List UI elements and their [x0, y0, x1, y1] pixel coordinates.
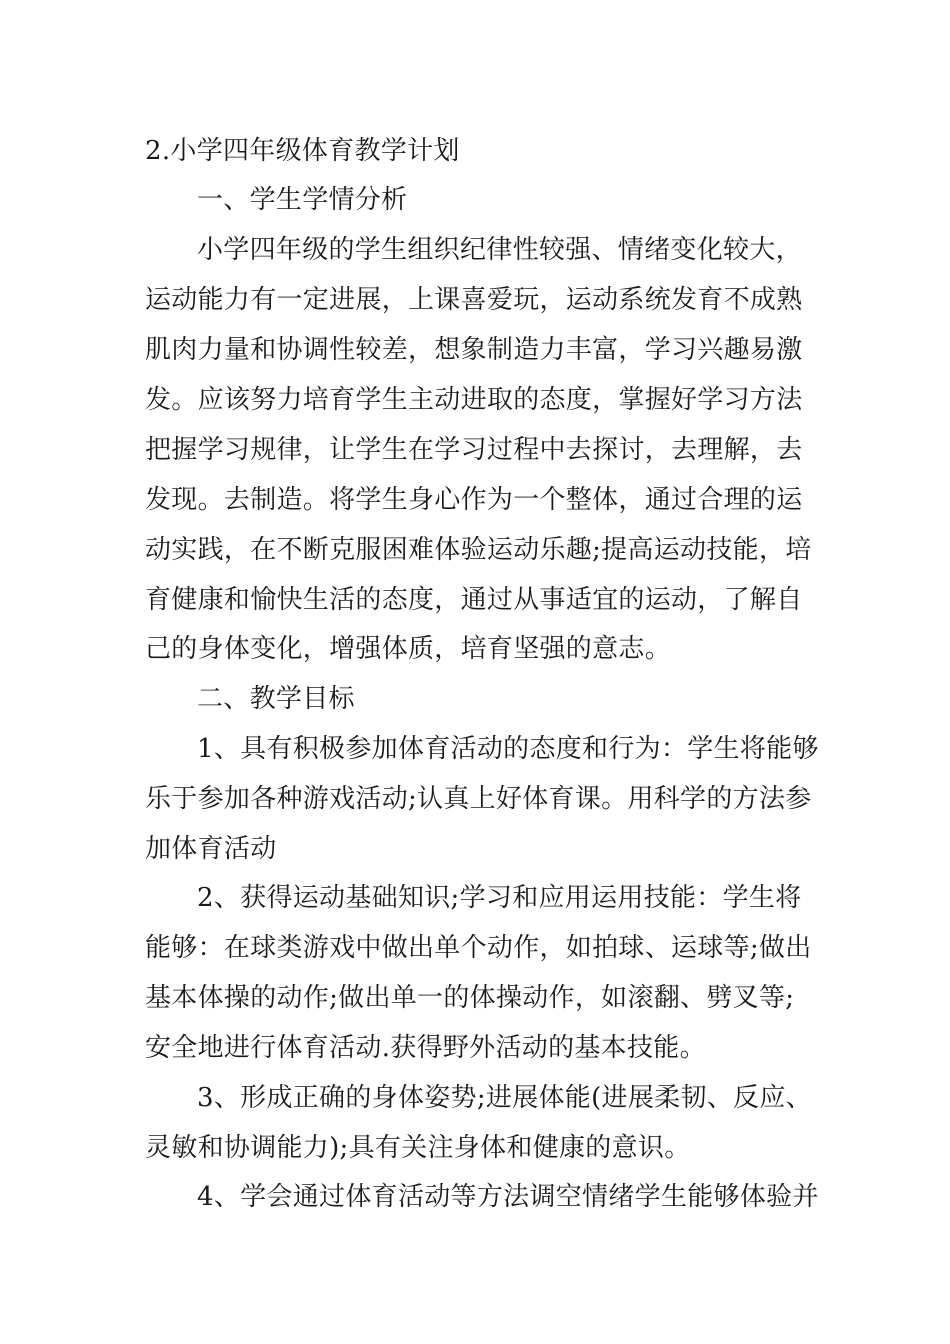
paragraph-line: 2、获得运动基础知识;学习和应用运用技能：学生将	[197, 883, 802, 913]
section-heading-teaching-goals: 二、教学目标	[197, 684, 355, 714]
paragraph-line: 加体育活动	[145, 834, 277, 864]
paragraph-line: 发。应该努力培育学生主动进取的态度，掌握好学习方法	[145, 385, 803, 415]
paragraph-line: 1、具有积极参加体育活动的态度和行为：学生将能够	[197, 734, 819, 764]
paragraph-line: 把握学习规律，让学生在学习过程中去探讨，去理解，去	[145, 435, 803, 465]
paragraph-line: 己的身体变化，增强体质，培育坚强的意志。	[145, 634, 672, 664]
section-heading-student-analysis: 一、学生学情分析	[197, 185, 408, 215]
paragraph-line: 能够：在球类游戏中做出单个动作，如拍球、运球等;做出	[145, 933, 812, 963]
paragraph-line: 运动能力有一定进展，上课喜爱玩，运动系统发育不成熟	[145, 285, 803, 315]
paragraph-line: 安全地进行体育活动.获得野外活动的基本技能。	[145, 1033, 706, 1063]
paragraph-line: 3、形成正确的身体姿势;进展体能(进展柔韧、反应、	[197, 1083, 812, 1113]
paragraph-line: 发现。去制造。将学生身心作为一个整体，通过合理的运	[145, 485, 803, 515]
paragraph-line: 肌肉力量和协调性较差，想象制造力丰富，学习兴趣易激	[145, 335, 803, 365]
paragraph-line: 4、学会通过体育活动等方法调空情绪学生能够体验并	[197, 1182, 819, 1212]
document-title: 2.小学四年级体育教学计划	[145, 136, 460, 166]
paragraph-line: 动实践，在不断克服困难体验运动乐趣;提高运动技能，培	[145, 535, 812, 565]
paragraph-line: 灵敏和协调能力);具有关注身体和健康的意识。	[145, 1133, 691, 1163]
paragraph-line: 小学四年级的学生组织纪律性较强、情绪变化较大，	[197, 235, 802, 265]
paragraph-line: 基本体操的动作;做出单一的体操动作，如滚翻、劈叉等;	[145, 983, 795, 1013]
paragraph-line: 乐于参加各种游戏活动;认真上好体育课。用科学的方法参	[145, 784, 812, 814]
paragraph-line: 育健康和愉快生活的态度，通过从事适宜的运动，了解自	[145, 585, 803, 615]
